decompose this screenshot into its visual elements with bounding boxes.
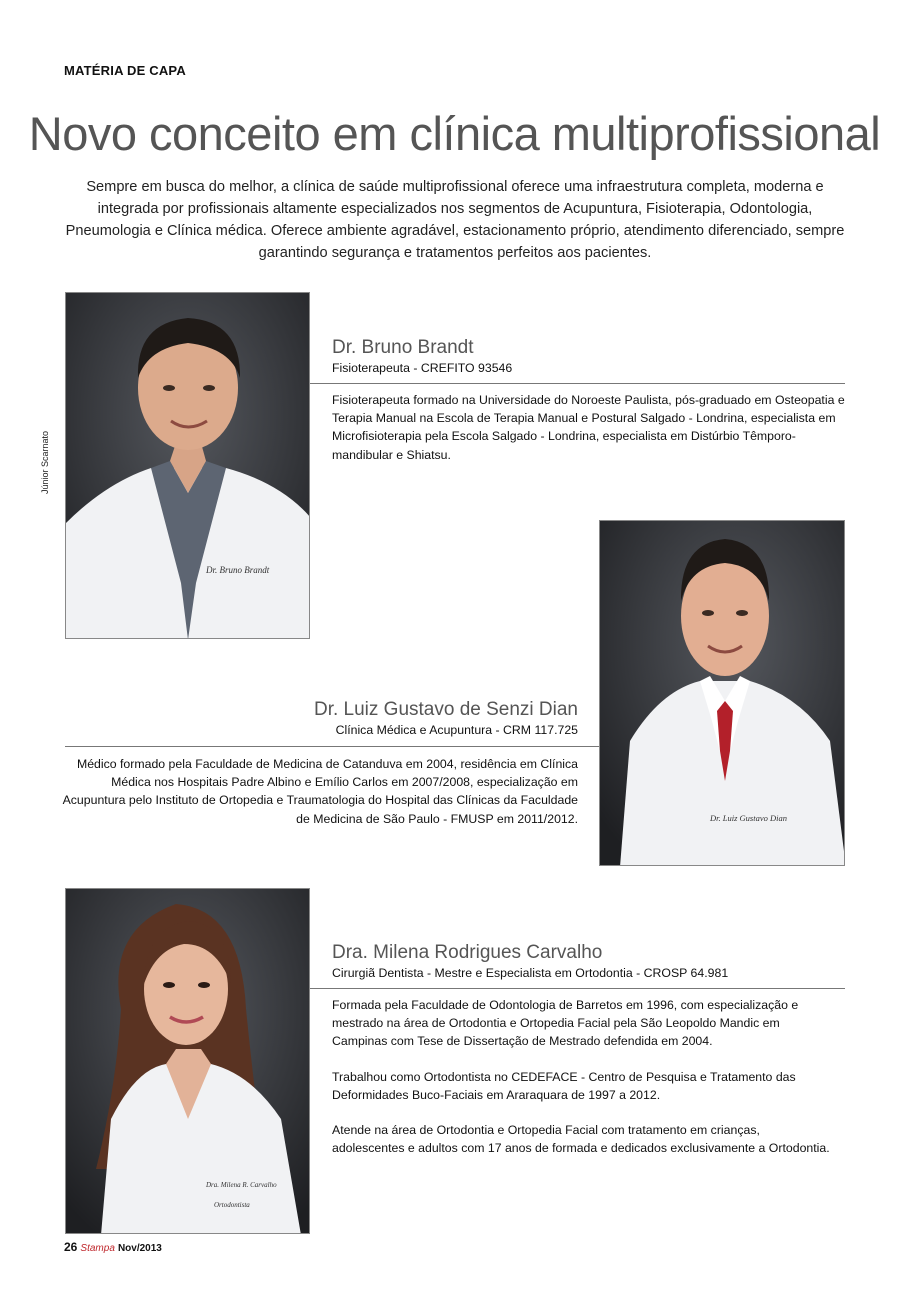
coat-sublabel-3: Ortodontista bbox=[214, 1201, 250, 1209]
profile-bio-3 bbox=[332, 996, 832, 1174]
portrait-milena-carvalho bbox=[65, 888, 310, 1234]
profile-title-3: Cirurgiã Dentista - Mestre e Especialista em Ortodontia - CROSP 64.981 bbox=[332, 966, 729, 980]
profile-title-1: Fisioterapeuta - CREFITO 93546 bbox=[332, 361, 513, 375]
coat-label-3: Dra. Milena R. Carvalho bbox=[206, 1181, 277, 1189]
coat-label-1: Dr. Bruno Brandt bbox=[206, 565, 270, 575]
magazine-logo: Stampa bbox=[80, 1243, 115, 1254]
section-label: MATÉRIA DE CAPA bbox=[64, 63, 186, 78]
profile-title-2: Clínica Médica e Acupuntura - CRM 117.725 bbox=[335, 723, 578, 737]
divider-3 bbox=[310, 988, 845, 989]
page-number: 26 bbox=[64, 1240, 78, 1254]
bio-paragraph: Médico formado pela Faculdade de Medicina de Catanduva em 2004, residência em Clínica Médica nos Hospitais Padre Albino e Emílio Carlos em 2007/2008, especialização em Acupuntura pelo Instituto de Ortopedia e Traumatologia do Hospital das Clínicas da Faculdade de Medicina de São Paulo - FMUSP em 2011/2012. bbox=[62, 757, 578, 826]
coat-label-2: Dr. Luiz Gustavo Dian bbox=[710, 813, 787, 823]
page-title: Novo conceito em clínica multiprofissional bbox=[28, 107, 881, 160]
issue-date: Nov/2013 bbox=[117, 1243, 162, 1254]
bio-paragraph: Trabalhou como Ortodontista no CEDEFACE - Centro de Pesquisa e Tratamento das Deformidades Buco-Faciais em Araraquara de 1997 a 2012. bbox=[332, 1069, 796, 1102]
page-footer bbox=[64, 1240, 162, 1254]
portrait-luiz-gustavo-dian bbox=[599, 520, 845, 866]
divider-1 bbox=[310, 383, 845, 384]
photo-credit: Júnior Scarnato bbox=[40, 430, 50, 494]
divider-2 bbox=[65, 746, 599, 747]
profile-name-3: Dra. Milena Rodrigues Carvalho bbox=[332, 942, 603, 963]
portrait-bruno-brandt bbox=[65, 292, 310, 639]
bio-paragraph: Formada pela Faculdade de Odontologia de Barretos em 1996, com especialização e mestrado na área de Ortodontia e Ortopedia Facial pela São Leopoldo Mandic em Campinas com Tese de Dissertação de Mestrado defendida em 2004. bbox=[332, 998, 799, 1049]
bio-paragraph: Fisioterapeuta formado na Universidade do Noroeste Paulista, pós-graduado em Osteopatia e Terapia Manual na Escola de Terapia Manual e Postural Salgado - Londrina, especialista em Microfisioterapia pela Escola Salgado - Londrina, especialista em Distúrbio Têmporo-mandibular e Shiatsu. bbox=[332, 393, 845, 462]
profile-name-1: Dr. Bruno Brandt bbox=[332, 337, 474, 358]
profile-bio-2 bbox=[60, 755, 578, 845]
intro-paragraph: Sempre em busca do melhor, a clínica de saúde multiprofissional oferece uma infraestrutura completa, moderna e integrada por profissionais altamente especializados nos segmentos de Acupuntura, Fisioterapia, Odontologia, Pneumologia e Clínica médica. Oferece ambiente agradável, estacionamento próprio, atendimento diferenciado, sempre garantindo segurança e tratamentos perfeitos aos pacientes. bbox=[65, 179, 845, 261]
profile-bio-1 bbox=[332, 391, 847, 481]
profile-name-2: Dr. Luiz Gustavo de Senzi Dian bbox=[313, 699, 578, 720]
bio-paragraph: Atende na área de Ortodontia e Ortopedia Facial com tratamento em crianças, adolescentes e adultos com 17 anos de formada e dedicados exclusivamente a Ortodontia. bbox=[332, 1123, 830, 1156]
